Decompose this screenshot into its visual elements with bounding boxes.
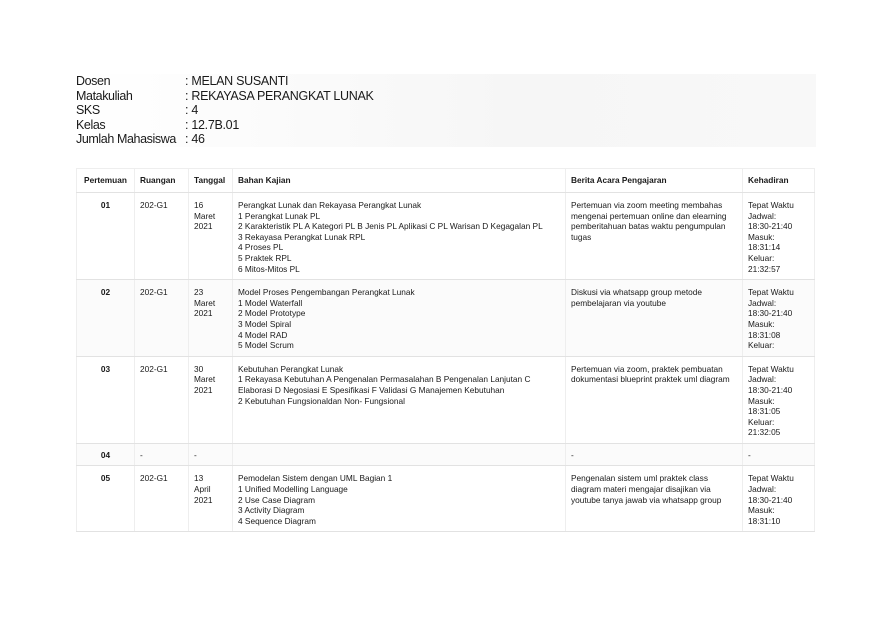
cell-ruangan: 202-G1 — [135, 193, 189, 280]
bahan-line: Pemodelan Sistem dengan UML Bagian 1 — [238, 473, 393, 484]
info-label: Kelas — [76, 117, 106, 132]
kehadiran-line: Masuk: — [748, 231, 775, 242]
kehadiran-line: 18:30-21:40 — [748, 494, 793, 505]
cell-kehadiran — [743, 466, 815, 532]
kehadiran-line: 21:32:57 — [748, 263, 781, 274]
cell-bahan-kajian — [233, 356, 566, 443]
bahan-line: 1 Unified Modelling Language — [238, 484, 348, 495]
tanggal-line: 2021 — [194, 494, 213, 505]
cell-tanggal — [189, 280, 233, 357]
info-value: : REKAYASA PERANGKAT LUNAK — [185, 88, 374, 103]
bahan-line: 1 Rekayasa Kebutuhan A Pengenalan Permasalahan B Pengenalan Lanjutan C Elaborasi D Negosiasi E Spesifikasi F Validasi G Manajemen Kebutuhan — [238, 374, 533, 395]
kehadiran-line: Keluar: — [748, 416, 775, 427]
bahan-line: 4 Model RAD — [238, 329, 288, 340]
kehadiran-line: 21:32:05 — [748, 427, 781, 438]
course-info-header — [76, 74, 816, 147]
kehadiran-line: 18:31:08 — [748, 329, 781, 340]
cell-bahan-kajian — [233, 466, 566, 532]
bahan-line: 4 Sequence Diagram — [238, 515, 316, 526]
table-row — [77, 356, 815, 443]
kehadiran-line: Jadwal: — [748, 297, 777, 308]
column-header-pertemuan: Pertemuan — [77, 169, 135, 193]
cell-berita-acara — [566, 193, 743, 280]
bahan-line: 5 Model Scrum — [238, 340, 294, 351]
table-row — [77, 193, 815, 280]
cell-ruangan: 202-G1 — [135, 466, 189, 532]
tanggal-line: 23 — [194, 287, 204, 298]
info-value: : 12.7B.01 — [185, 117, 239, 132]
column-header-berita-acara: Berita Acara Pengajaran — [566, 169, 743, 193]
table-row — [77, 443, 815, 466]
cell-berita-acara — [566, 356, 743, 443]
tanggal-line: Maret — [194, 210, 216, 221]
cell-ruangan: 202-G1 — [135, 280, 189, 357]
table-header-row — [77, 169, 815, 193]
table-row — [77, 280, 815, 357]
info-row-matakuliah — [76, 89, 816, 104]
bahan-line: 3 Activity Diagram — [238, 505, 305, 516]
cell-berita-acara — [566, 280, 743, 357]
cell-bahan-kajian — [233, 193, 566, 280]
bahan-line: 2 Model Prototype — [238, 308, 306, 319]
info-value: : 4 — [185, 103, 198, 118]
info-row-kelas — [76, 118, 816, 133]
kehadiran-line: 18:30-21:40 — [748, 221, 793, 232]
cell-pertemuan: 02 — [77, 280, 135, 357]
bahan-line: 3 Model Spiral — [238, 318, 292, 329]
kehadiran-line: Jadwal: — [748, 210, 777, 221]
tanggal-line: 16 — [194, 200, 204, 210]
bahan-line: Model Proses Pengembangan Perangkat Lunak — [238, 287, 415, 298]
kehadiran-line: Keluar: — [748, 252, 775, 263]
cell-pertemuan: 04 — [77, 443, 135, 466]
info-row-jumlah-mahasiswa — [76, 132, 816, 147]
kehadiran-line: 18:30-21:40 — [748, 384, 793, 395]
bahan-line: 1 Model Waterfall — [238, 297, 303, 308]
kehadiran-line: Masuk: — [748, 505, 775, 516]
kehadiran-line: Tepat Waktu — [748, 363, 794, 374]
kehadiran-line: Jadwal: — [748, 374, 777, 385]
bahan-line: 3 Rekayasa Perangkat Lunak RPL — [238, 231, 366, 242]
kehadiran-line: 18:31:10 — [748, 515, 781, 526]
info-row-sks — [76, 103, 816, 118]
tanggal-line: 30 — [194, 363, 204, 374]
bahan-line: 1 Perangkat Lunak PL — [238, 210, 321, 221]
info-label: Jumlah Mahasiswa — [76, 132, 176, 147]
bahan-line: 6 Mitos-Mitos PL — [238, 263, 300, 274]
berita-line: Pengenalan sistem uml praktek class diagram materi mengajar disajikan via youtube tanya jawab via whatsapp group — [571, 473, 722, 505]
cell-bahan-kajian — [233, 443, 566, 466]
kehadiran-line: Tepat Waktu — [748, 287, 794, 298]
kehadiran-line: Jadwal: — [748, 484, 777, 495]
bahan-line: 2 Karakteristik PL A Kategori PL B Jenis PL Aplikasi C PL Warisan D Kegagalan PL — [238, 221, 543, 232]
tanggal-line: Maret — [194, 374, 216, 385]
kehadiran-line: Masuk: — [748, 318, 775, 329]
tanggal-line: 2021 — [194, 384, 213, 395]
column-header-kehadiran: Kehadiran — [743, 169, 815, 193]
bahan-line: 4 Proses PL — [238, 242, 284, 253]
table-row — [77, 466, 815, 532]
kehadiran-line: 18:31:14 — [748, 242, 781, 253]
cell-kehadiran — [743, 356, 815, 443]
berita-line: Pertemuan via zoom meeting membahas mengenai pertemuan online dan elearning pemberitahuan batas waktu pengumpulan tugas — [571, 200, 729, 242]
cell-tanggal — [189, 466, 233, 532]
cell-ruangan: 202-G1 — [135, 356, 189, 443]
tanggal-line: Maret — [194, 297, 216, 308]
cell-tanggal — [189, 443, 233, 466]
cell-tanggal — [189, 356, 233, 443]
cell-kehadiran — [743, 443, 815, 466]
info-value: : MELAN SUSANTI — [185, 74, 289, 88]
cell-kehadiran — [743, 193, 815, 280]
cell-berita-acara — [566, 443, 743, 466]
kehadiran-line: Keluar: — [748, 340, 775, 351]
cell-pertemuan: 01 — [77, 193, 135, 280]
column-header-tanggal: Tanggal — [189, 169, 233, 193]
berita-line: - — [571, 449, 574, 460]
bahan-line: 5 Praktek RPL — [238, 252, 292, 263]
info-row-dosen — [76, 74, 816, 89]
bahan-line: 2 Kebutuhan Fungsionaldan Non- Fungsional — [238, 395, 405, 406]
column-header-ruangan: Ruangan — [135, 169, 189, 193]
cell-kehadiran — [743, 280, 815, 357]
info-label: Dosen — [76, 74, 111, 88]
cell-bahan-kajian — [233, 280, 566, 357]
tanggal-line: 13 — [194, 473, 204, 484]
info-value: : 46 — [185, 132, 205, 147]
kehadiran-line: - — [748, 449, 751, 460]
bahan-line: Perangkat Lunak dan Rekayasa Perangkat Lunak — [238, 200, 422, 210]
cell-pertemuan: 05 — [77, 466, 135, 532]
berita-line: Pertemuan via zoom, praktek pembuatan dokumentasi blueprint praktek uml diagram — [571, 363, 730, 385]
tanggal-line: - — [194, 449, 197, 460]
bahan-line: Kebutuhan Perangkat Lunak — [238, 363, 344, 374]
cell-tanggal — [189, 193, 233, 280]
cell-pertemuan: 03 — [77, 356, 135, 443]
cell-berita-acara — [566, 466, 743, 532]
kehadiran-line: Masuk: — [748, 395, 775, 406]
info-label: SKS — [76, 103, 100, 118]
column-header-bahan-kajian: Bahan Kajian — [233, 169, 566, 193]
berita-line: Diskusi via whatsapp group metode pembelajaran via youtube — [571, 287, 705, 308]
kehadiran-line: Tepat Waktu — [748, 473, 794, 484]
info-label: Matakuliah — [76, 88, 133, 103]
bahan-line: 2 Use Case Diagram — [238, 494, 316, 505]
kehadiran-line: 18:31:05 — [748, 406, 781, 417]
tanggal-line: 2021 — [194, 308, 213, 319]
tanggal-line: April — [194, 484, 211, 495]
kehadiran-line: Tepat Waktu — [748, 200, 794, 210]
tanggal-line: 2021 — [194, 221, 213, 232]
attendance-table — [76, 168, 815, 532]
kehadiran-line: 18:30-21:40 — [748, 308, 793, 319]
cell-ruangan: - — [135, 443, 189, 466]
